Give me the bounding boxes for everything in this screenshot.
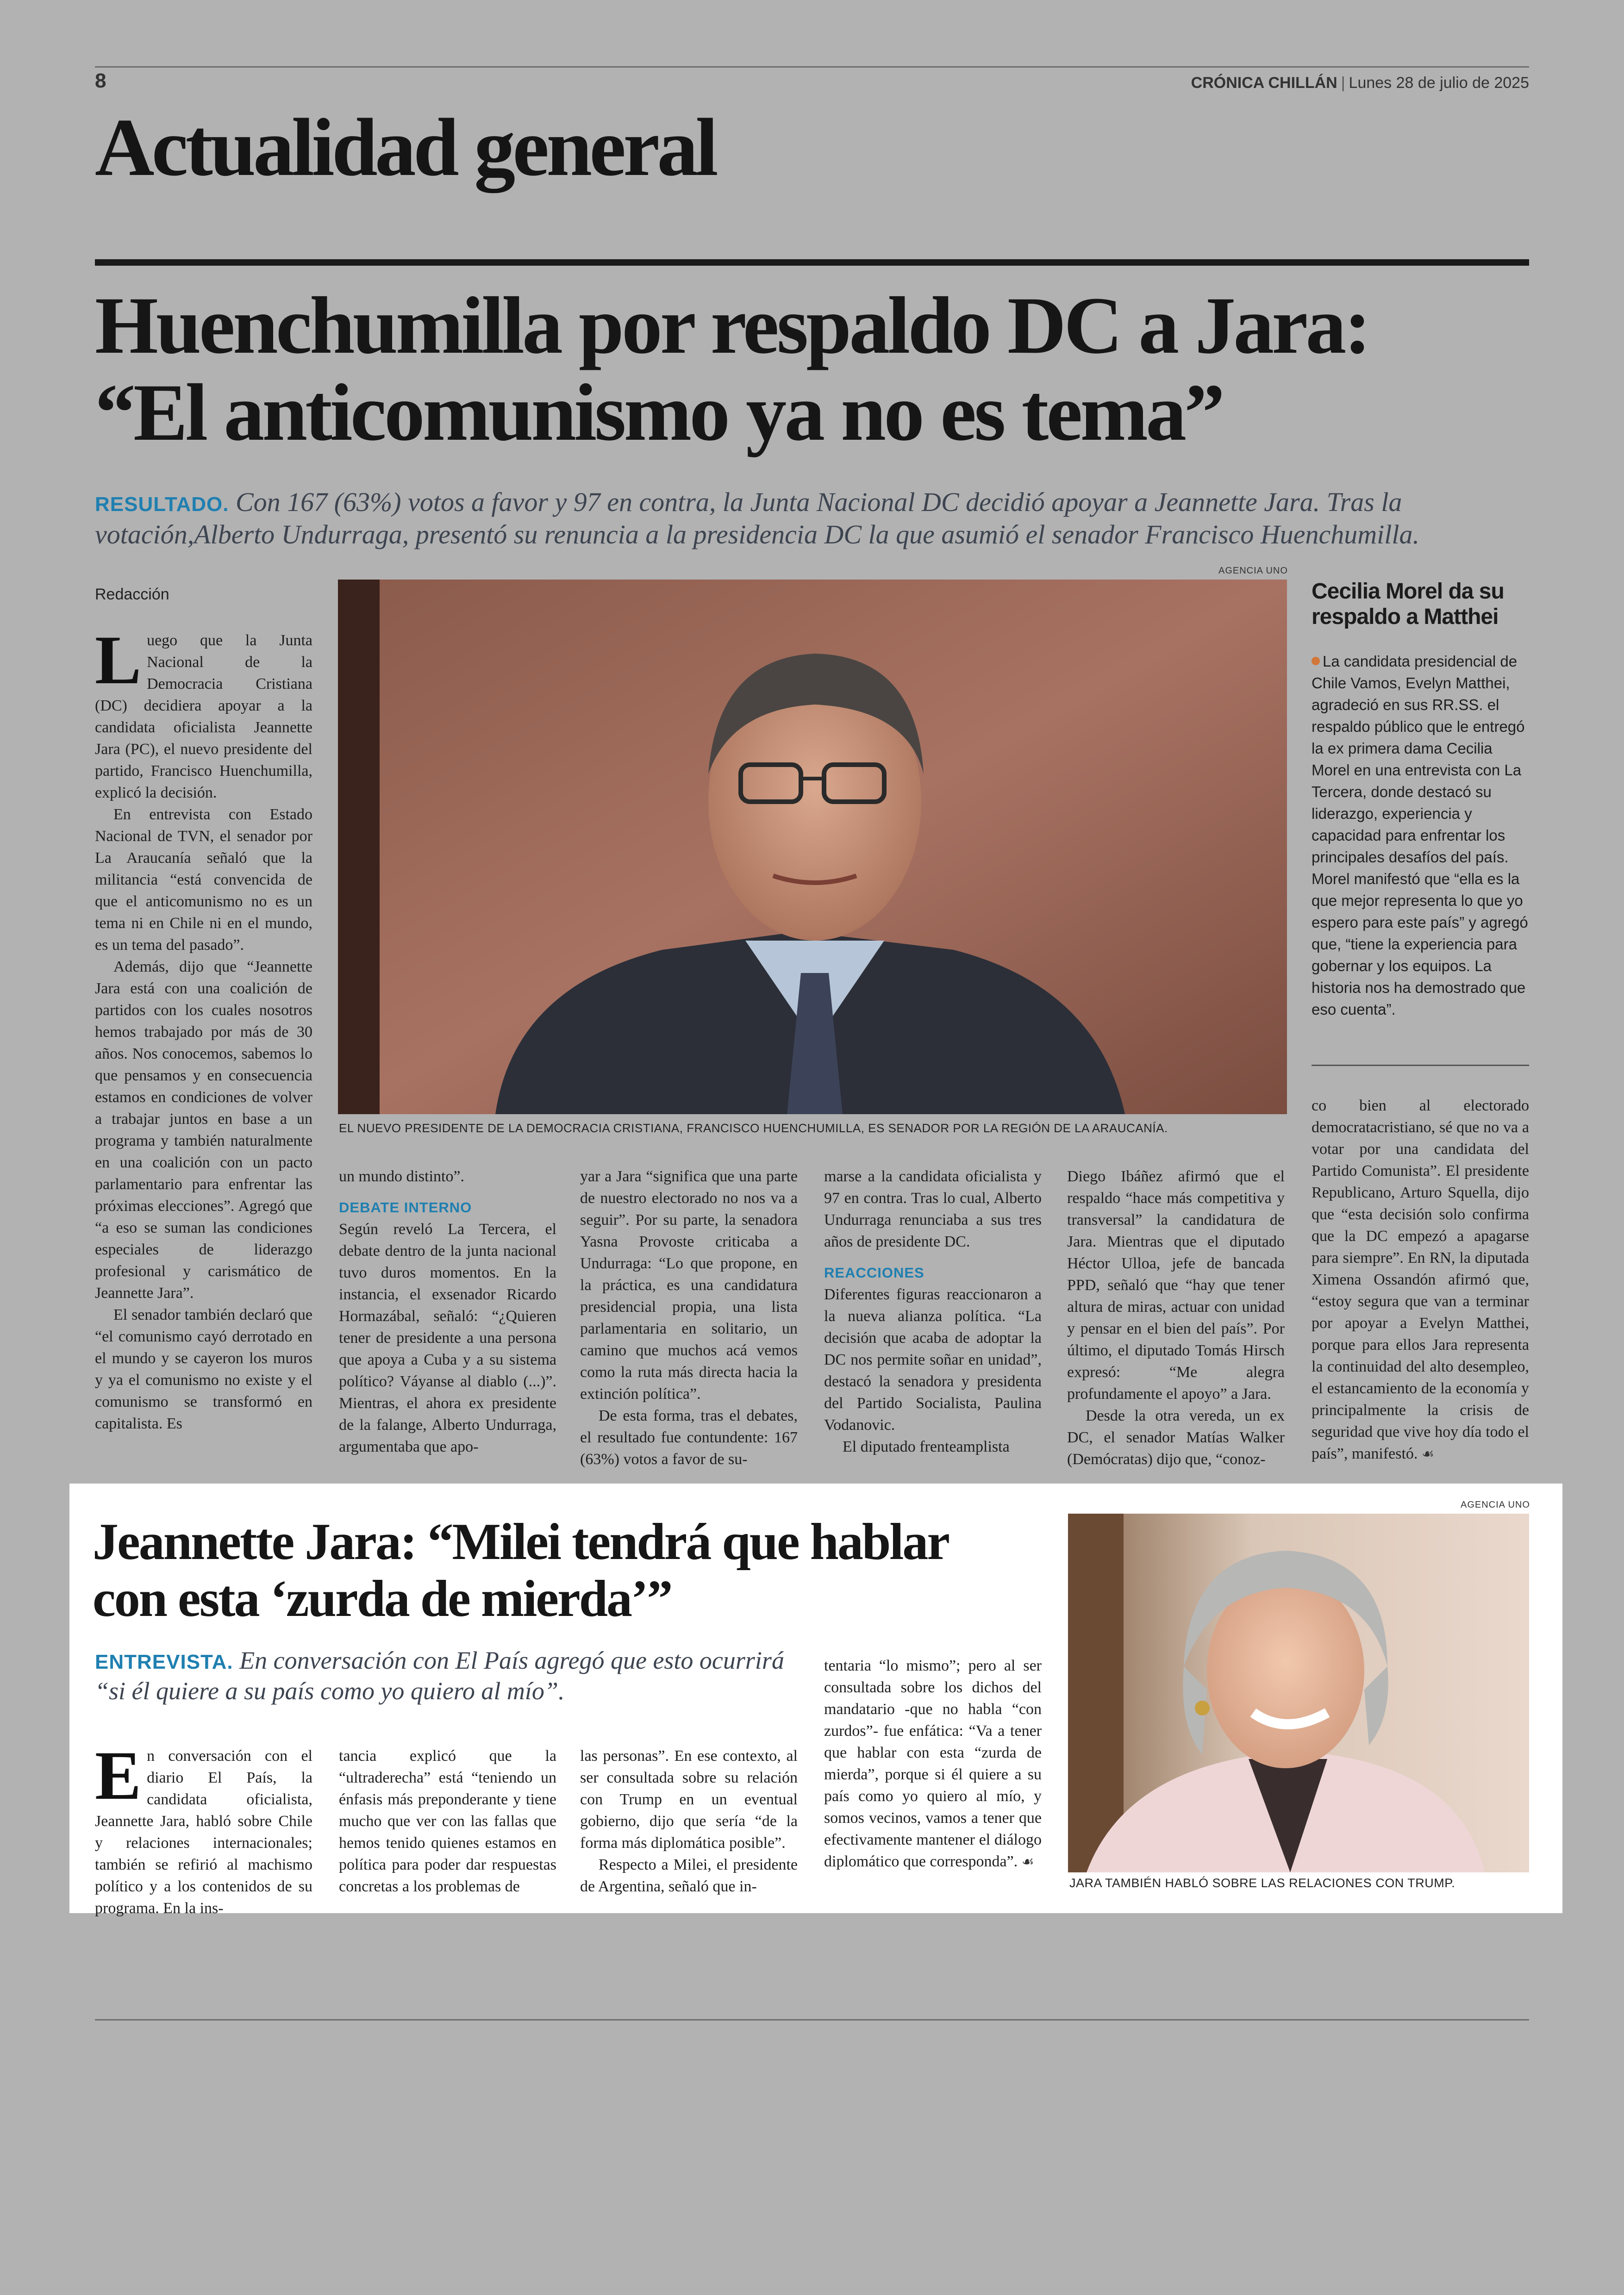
article-column-2 — [339, 1166, 556, 1458]
paragraph: Según reveló La Tercera, el debate dentro de la junta nacional tuvo duros momentos. En la instancia, el exsenador Ricardo Hormazábal, señaló: “¿Quieren tener de presidente a una persona que apoya a Cuba y a su sistema político? Váyanse al diablo (...)”. Mientras, el ahora ex presidente de la falange, Alberto Undurraga, argumentaba que apo- — [339, 1221, 556, 1455]
huenchumilla-photo — [338, 580, 1287, 1114]
bullet-dot-icon — [1312, 657, 1320, 665]
paragraph: tancia explicó que la “ultraderecha” está “teniendo un énfasis más preponderante y tiene mucho que ver con las fallas que hemos tenido quienes estamos en política para poder dar respuestas concretas a los problemas de — [339, 1747, 556, 1895]
main-headline-line2: “El anticomunismo ya no es tema” — [95, 368, 1223, 458]
issue-date: Lunes 28 de julio de 2025 — [1349, 74, 1529, 92]
paragraph: Desde la otra vereda, un ex DC, el senador Matías Walker (Demócratas) dijo que, “conoz- — [1067, 1407, 1285, 1468]
end-mark-icon: ☙ — [1021, 1854, 1034, 1870]
jara-deck — [95, 1646, 812, 1707]
subhead-reacciones: REACCIONES — [824, 1265, 924, 1281]
sidebar-text: La candidata presidencial de Chile Vamos, Evelyn Matthei, agradeció en sus RR.SS. el respaldo público que le entregó la ex primera dama Cecilia Morel en una entrevista con La Tercera, donde destacó su liderazgo, experiencia y capacidad para enfrentar los principales desafíos del país. Morel manifestó que “ella es la que mejor representa lo que yo espero para este país” y agregó que, “tiene la experiencia para gobernar y los equipos. La historia nos ha demostrado que eso cuenta”. — [1312, 653, 1528, 1018]
article-column-4 — [824, 1166, 1042, 1458]
paragraph: De esta forma, tras el debates, el resultado fue contundente: 167 (63%) votos a favor de su- — [580, 1407, 798, 1468]
paragraph: uego que la Junta Nacional de la Democracia Cristiana (DC) decidiera apoyar a la candidata oficialista Jeannette Jara (PC), el nuevo presidente del partido, Francisco Huenchumilla, explicó la decisión. — [95, 632, 312, 801]
paragraph: El diputado frenteamplista — [843, 1438, 1010, 1455]
dropcap: L — [95, 622, 142, 698]
jara-headline-line1: Jeannette Jara: “Milei tendrá que hablar — [93, 1513, 949, 1571]
jara-headline — [93, 1514, 1065, 1628]
end-mark-icon: ☙ — [1421, 1446, 1434, 1462]
paragraph: co bien al electorado democratacristiano, sé que no va a votar por una candidata del Partido Comunista”. El presidente Republicano, Arturo Squella, dijo que “esta decisión solo confirma que la DC empezó a apagarse para siempre”. En RN, la diputada Ximena Ossandón afirmó que, “estoy segura que van a terminar por apoyar a Evelyn Matthei, porque para ellos Jara representa la continuidad del alto desempleo, el estancamiento de la economía y principalmente la crisis de seguridad que vive hoy día todo el país”, manifestó. ☙ — [1312, 1097, 1529, 1462]
portrait-illustration — [1068, 1514, 1529, 1872]
deck-text: Con 167 (63%) votos a favor y 97 en contra, la Junta Nacional DC decidió apoyar a Jeannette Jara. Tras la votación,Alberto Undurraga, presentó su renuncia a la presidencia DC la que asumió el senador Francisco Huenchumilla. — [95, 487, 1419, 549]
dropcap: E — [95, 1737, 142, 1814]
paragraph: tentaria “lo mismo”; pero al ser consultada sobre los dichos del mandatario -que no habla “con zurdos”- fue enfática: “Va a tener que hablar con esta “zurda de mierda”, porque si él quiere a su país como yo quiero al mío, y somos vecinos, vamos a tener que efectivamente mantener el diálogo diplomático que corresponda”. ☙ — [824, 1657, 1042, 1870]
jara-headline-line2: con esta ‘zurda de mierda’” — [93, 1570, 672, 1628]
publication-name: CRÓNICA CHILLÁN — [1191, 74, 1337, 92]
paragraph: un mundo distinto”. — [339, 1168, 465, 1185]
photo-caption: JARA TAMBIÉN HABLÓ SOBRE LAS RELACIONES CON TRUMP. — [1069, 1876, 1455, 1890]
jara-column-3 — [580, 1745, 798, 1897]
paragraph: Diego Ibáñez afirmó que el respaldo “hace más competitiva y transversal” la candidatura de Jara. Mientras que el diputado Héctor Ulloa, jefe de bancada PPD, señaló que “hay que tener altura de miras, actuar con unidad y pensar en el bien del país”. Por último, el diputado Tomás Hirsch expresó: “Me alegra profundamente el apoyo” a Jara. — [1067, 1168, 1285, 1403]
paragraph: marse a la candidata oficialista y 97 en contra. Tras lo cual, Alberto Undurraga renunciaba a sus tres años de presidente DC. — [824, 1168, 1042, 1250]
paragraph: las personas”. En ese contexto, al ser consultada sobre su relación con Trump en un eventual gobierno, dijo que sería “de la forma más diplomática posible”. — [580, 1747, 798, 1852]
folio-separator: | — [1341, 74, 1345, 92]
jara-column-1 — [95, 1737, 312, 1919]
paragraph: Diferentes figuras reaccionaron a la nueva alianza política. “La decisión que acaba de adoptar la DC nos permite soñar en unidad”, destacó la senadora y presidenta del Partido Socialista, Paulina Vodanovic. — [824, 1286, 1042, 1434]
article-column-3 — [580, 1166, 798, 1470]
main-headline-line1: Huenchumilla por respaldo DC a Jara: — [95, 281, 1369, 371]
main-deck — [95, 486, 1535, 550]
photo-credit: AGENCIA UNO — [1218, 566, 1288, 576]
paragraph: Respecto a Milei, el presidente de Argentina, señaló que in- — [580, 1856, 798, 1895]
deck-kicker: RESULTADO. — [95, 493, 229, 516]
portrait-illustration — [338, 580, 1287, 1114]
paragraph: El senador también declaró que “el comunismo cayó derrotado en el mundo y se cayeron los muros y ya el comunismo no existe y el comunismo se transformó en capitalista. Es — [95, 1306, 312, 1432]
section-title: Actualidad general — [95, 101, 716, 193]
jara-column-4 — [824, 1655, 1042, 1873]
paragraph: Además, dijo que “Jeannette Jara está con una coalición de partidos con los cuales nosotros hemos trabajado por más de 30 años. Nos conocemos, sabemos lo que pensamos y en consecuencia estamos en condiciones de volver a trabajar juntos en base a un programa y también naturalmente en una coalición con un pacto parlamentario para enfrentar las próximas elecciones”. Agregó que “a eso se suman las condiciones especiales de liderazgo profesional y carismático de Jeannette Jara”. — [95, 958, 312, 1302]
photo-credit: AGENCIA UNO — [1461, 1500, 1530, 1510]
deck-text: En conversación con El País agregó que esto ocurrirá “si él quiere a su país como yo quiero al mío”. — [95, 1646, 784, 1705]
article-column-5 — [1067, 1166, 1285, 1470]
folio — [1191, 74, 1529, 92]
paragraph: yar a Jara “significa que una parte de nuestro electorado no nos va a seguir”. Por su parte, la senadora Yasna Provoste criticaba a Undurraga: “Lo que propone, en la práctica, es una candidatura presidencial propia, una lista parlamentaria en solitario, un camino que muchos acá vemos como la ruta más directa hacia la extinción política”. — [580, 1168, 798, 1403]
sidebar-rule — [1312, 1065, 1529, 1066]
paragraph: En entrevista con Estado Nacional de TVN, el senador por La Araucanía señaló que la militancia “está convencida de que el anticomunismo no es un tema ni en Chile ni en el mundo, es un tema del pasado”. — [95, 806, 312, 954]
sidebar-title: Cecilia Morel da su respaldo a Matthei — [1312, 579, 1504, 630]
photo-caption: EL NUEVO PRESIDENTE DE LA DEMOCRACIA CRISTIANA, FRANCISCO HUENCHUMILLA, ES SENADOR POR LA REGIÓN DE LA ARAUCANÍA. — [339, 1121, 1168, 1135]
jara-photo — [1068, 1514, 1529, 1872]
article-column-1 — [95, 622, 312, 1434]
bottom-rule — [95, 2019, 1529, 2021]
byline: Redacción — [95, 586, 169, 603]
jara-column-2 — [339, 1745, 556, 1897]
article-column-6 — [1312, 1095, 1529, 1465]
main-headline — [95, 282, 1558, 457]
top-rule — [95, 66, 1529, 68]
deck-kicker: ENTREVISTA. — [95, 1651, 233, 1673]
subhead-debate: DEBATE INTERNO — [339, 1199, 472, 1216]
page-number: 8 — [95, 69, 106, 92]
paragraph: n conversación con el diario El País, la candidata oficialista, Jeannette Jara, habló sobre Chile y relaciones internacionales; también se refirió al machismo político y a los contenidos de su programa. En la ins- — [95, 1747, 312, 1917]
section-rule — [95, 259, 1529, 266]
